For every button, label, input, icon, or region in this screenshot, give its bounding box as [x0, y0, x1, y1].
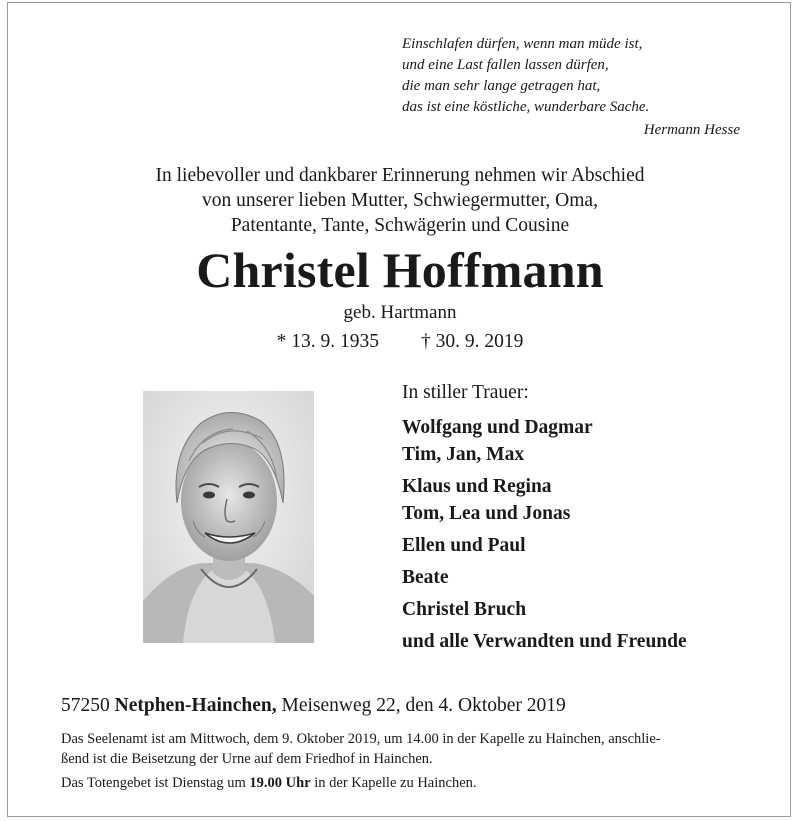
birth-name: geb. Hartmann [343, 302, 457, 323]
mourner-name: Christel Bruch [402, 599, 527, 620]
intro-line: In liebevoller und dankbarer Erinnerung nehmen wir Abschied [155, 165, 645, 186]
mourners-label: In stiller Trauer: [402, 382, 529, 403]
mourner-name: Tom, Lea und Jonas [402, 503, 571, 524]
mourner-group [402, 414, 792, 468]
mourner-name: Tim, Jan, Max [402, 444, 525, 465]
prayer-text: in der Kapelle zu Hainchen. [314, 775, 477, 791]
poem-line: die man sehr lange getragen hat, [402, 78, 601, 94]
place-name: Netphen-Hainchen, [114, 695, 277, 716]
intro-line: von unserer lieben Mutter, Schwiegermutter, Oma, [202, 190, 598, 211]
requiem-paragraph [61, 729, 761, 769]
death-date: † 30. 9. 2019 [421, 331, 524, 352]
poem-line: Einschlafen dürfen, wenn man müde ist, [402, 36, 643, 52]
poem-block [402, 34, 742, 141]
prayer-text: Das Totengebet ist Dienstag um [61, 775, 246, 791]
life-dates [0, 329, 800, 355]
deceased-name: Christel Hoffmann [196, 242, 604, 298]
mourner-name: Klaus und Regina [402, 476, 552, 497]
prayer-paragraph [61, 773, 761, 793]
poem-line: das ist eine köstliche, wunderbare Sache. [402, 99, 650, 115]
poem-author: Hermann Hesse [643, 122, 740, 138]
mourner-group [402, 628, 792, 655]
mourner-group [402, 473, 792, 527]
service-details [61, 729, 761, 797]
birth-date: * 13. 9. 1935 [276, 331, 379, 352]
address-line [61, 693, 781, 719]
mourner-group [402, 532, 792, 559]
mourner-name: Wolfgang und Dagmar [402, 417, 593, 438]
portrait-image [143, 391, 314, 643]
requiem-line: ßend ist die Beisetzung der Urne auf dem Friedhof in Hainchen. [61, 751, 433, 767]
mourners-list [402, 380, 792, 660]
mourner-name: Beate [402, 567, 449, 588]
postcode: 57250 [61, 695, 110, 716]
mourner-name: Ellen und Paul [402, 535, 526, 556]
address-rest: Meisenweg 22, den 4. Oktober 2019 [281, 695, 566, 716]
intro-line: Patentante, Tante, Schwägerin und Cousine [230, 215, 570, 236]
mourner-name: und alle Verwandten und Freunde [402, 631, 687, 652]
requiem-line: Das Seelenamt ist am Mittwoch, dem 9. Oktober 2019, um 14.00 in der Kapelle zu Hainchen, anschlie- [61, 731, 661, 747]
mourner-group [402, 596, 792, 623]
prayer-time: 19.00 Uhr [249, 775, 311, 791]
poem-line: und eine Last fallen lassen dürfen, [402, 57, 609, 73]
mourner-group [402, 564, 792, 591]
intro-text [0, 163, 800, 238]
